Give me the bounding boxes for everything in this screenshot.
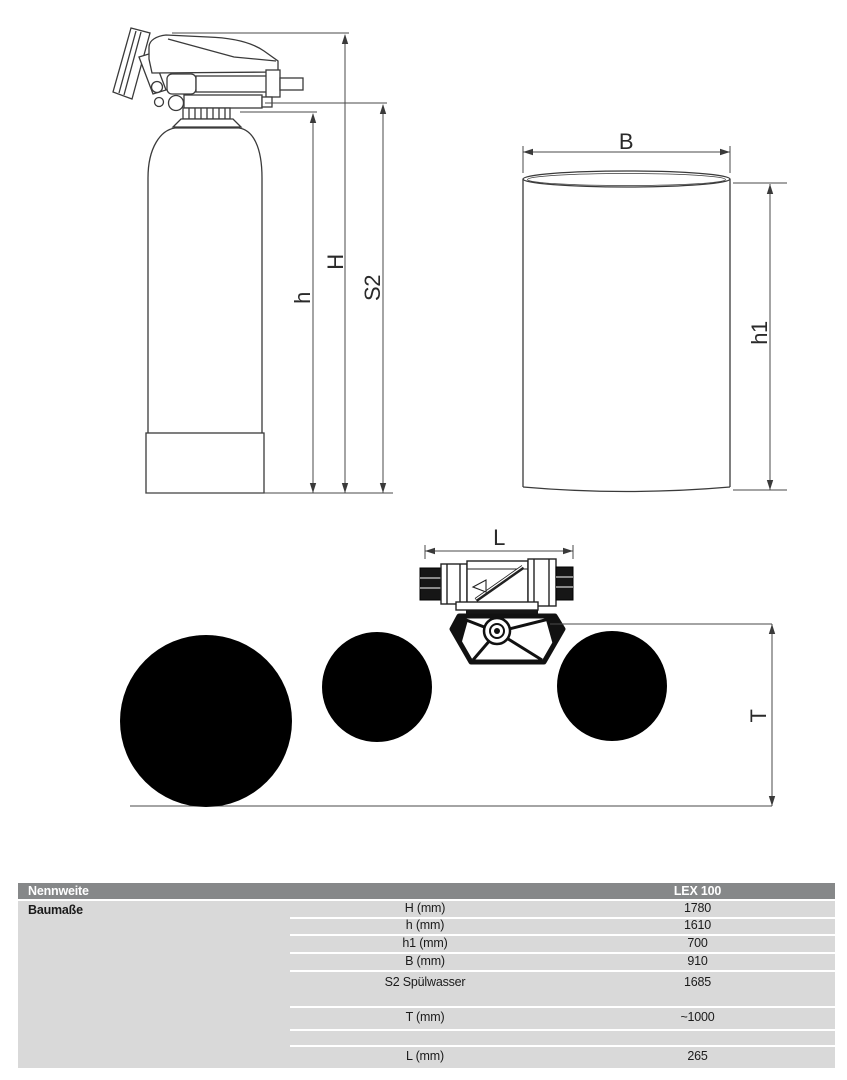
value-cell: 700: [687, 935, 708, 950]
value-cell: 1685: [683, 974, 711, 989]
dim-label-S2: S2: [360, 275, 385, 301]
tank-base: [146, 433, 264, 493]
table-row: [18, 919, 835, 937]
param-cell: h1 (mm): [402, 935, 448, 950]
tank-collar: [173, 108, 241, 127]
valve-cover: [149, 35, 278, 73]
upper-pipe: [196, 76, 268, 92]
right-union-nut: [528, 559, 556, 606]
control-valve-head: [113, 28, 303, 111]
left-union-nut: [441, 564, 467, 604]
value-cell: 910: [687, 953, 708, 968]
brine-tank-dimensions: [523, 146, 787, 490]
value-cell: 265: [687, 1049, 708, 1064]
table-row: [18, 972, 835, 1009]
value-cell: 1610: [683, 918, 711, 933]
tank-circle-large: [120, 635, 292, 807]
param-cell: S2 Spülwasser: [384, 974, 466, 989]
dim-label-L: L: [493, 525, 505, 550]
tank-circle-right: [557, 631, 667, 741]
table-row-empty: [18, 1031, 835, 1047]
param-cell: T (mm): [405, 1010, 445, 1025]
section-label: Baumaße: [28, 903, 83, 917]
dim-label-T: T: [746, 709, 771, 723]
right-thread: [556, 567, 573, 600]
value-cell: 1780: [683, 900, 711, 915]
param-cell: h (mm): [405, 918, 445, 933]
brine-tank-side-view: [523, 129, 787, 492]
table-body: [18, 901, 835, 1068]
table-row: [18, 1008, 835, 1031]
table-header-row: [18, 883, 835, 899]
installation-top-view: [120, 624, 775, 807]
table-row: [18, 901, 835, 919]
header-nennweite: Nennweite: [28, 884, 89, 898]
resin-tank-body: [148, 128, 262, 433]
softener-front-view: [113, 28, 393, 493]
lower-pipe: [184, 95, 262, 108]
value-cell: ~1000: [680, 1010, 715, 1025]
table-row: [18, 936, 835, 954]
param-cell: B (mm): [405, 953, 445, 968]
pipe-stub: [280, 78, 303, 90]
dim-label-B: B: [618, 129, 634, 154]
header-model-lex100: LEX 100: [673, 884, 722, 898]
table-row: [18, 1047, 835, 1069]
handwheel: [452, 616, 563, 662]
dim-label-H: H: [323, 254, 348, 270]
dimensions-table: [18, 883, 835, 1068]
dim-label-h: h: [290, 292, 315, 304]
tank-circle-middle: [322, 632, 432, 742]
dim-label-h1: h1: [747, 321, 772, 345]
param-cell: L (mm): [406, 1049, 444, 1064]
table-row: [18, 954, 835, 972]
left-thread: [420, 568, 441, 600]
param-cell: H (mm): [404, 900, 446, 915]
connection-fitting-view: [420, 525, 573, 662]
valve-knob: [167, 74, 196, 94]
